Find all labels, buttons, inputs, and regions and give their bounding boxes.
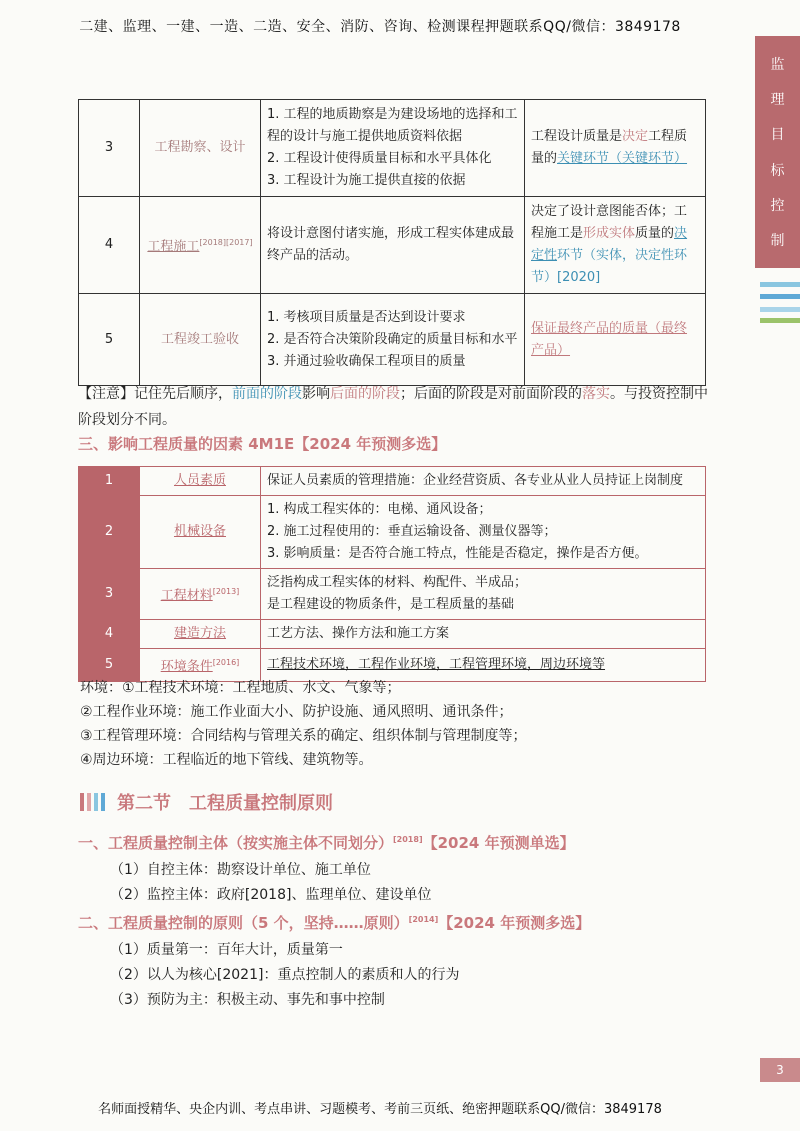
side-tab-char: 制 bbox=[770, 233, 785, 250]
stage-significance: 决定了设计意图能否体；工程施工是形成实体质量的决定性环节（实体，决定性环节）[2020] bbox=[525, 197, 706, 294]
row-number: 3 bbox=[79, 100, 140, 197]
stage-name: 工程勘察、设计 bbox=[140, 100, 261, 197]
factor-description: 1. 构成工程实体的：电梯、通风设备； 2. 施工过程使用的：垂直运输设备、测量仪器等； 3. 影响质量：是否符合施工特点，性能是否稳定，操作是否方便。 bbox=[261, 496, 706, 569]
stage-description: 1. 考核项目质量是否达到设计要求 2. 是否符合决策阶段确定的质量目标和水平 3. 并通过验收确保工程项目的质量 bbox=[261, 294, 525, 386]
list-item: ④周边环境：工程临近的地下管线、建筑物等。 bbox=[80, 752, 373, 768]
factor-description: 工程技术环境，工程作业环境，工程管理环境，周边环境等 bbox=[261, 649, 706, 682]
subject-list bbox=[110, 858, 431, 908]
list-item: （2）以人为核心[2021]：重点控制人的素质和人的行为 bbox=[110, 967, 460, 983]
row-number: 5 bbox=[79, 649, 140, 682]
factor-description: 保证人员素质的管理措施：企业经营资质、各专业从业人员持证上岗制度 bbox=[261, 467, 706, 496]
row-number: 4 bbox=[79, 197, 140, 294]
list-item: （2）监控主体：政府[2018]、监理单位、建设单位 bbox=[110, 887, 432, 903]
list-item: （1）质量第一：百年大计，质量第一 bbox=[110, 942, 343, 958]
stage-description: 将设计意图付诸实施，形成工程实体建成最终产品的活动。 bbox=[261, 197, 525, 294]
principle-list bbox=[110, 938, 459, 1013]
stage-table bbox=[78, 99, 706, 386]
factor-description: 泛指构成工程实体的材料、构配件、半成品； 是工程建设的物质条件，是工程质量的基础 bbox=[261, 569, 706, 620]
factor-name: 工程材料[2013] bbox=[140, 569, 261, 620]
list-item: ②工程作业环境：施工作业面大小、防护设施、通风照明、通讯条件； bbox=[80, 704, 513, 720]
factor-name: 环境条件[2016] bbox=[140, 649, 261, 682]
list-item: （1）自控主体：勘察设计单位、施工单位 bbox=[110, 862, 371, 878]
table-row bbox=[79, 496, 706, 569]
page-header: 二建、监理、一建、一造、二造、安全、消防、咨询、检测课程押题联系QQ/微信：3849178 bbox=[79, 19, 681, 35]
factor-name: 建造方法 bbox=[140, 620, 261, 649]
stage-name: 工程竣工验收 bbox=[140, 294, 261, 386]
factor-name: 机械设备 bbox=[140, 496, 261, 569]
row-number: 5 bbox=[79, 294, 140, 386]
row-number: 1 bbox=[79, 467, 140, 496]
row-number: 3 bbox=[79, 569, 140, 620]
side-stripe bbox=[760, 307, 800, 312]
side-stripe bbox=[760, 318, 800, 323]
table-row bbox=[79, 197, 706, 294]
note-paragraph: 【注意】记住先后顺序，前面的阶段影响后面的阶段；后面的阶段是对前面阶段的落实。与投资控制中阶段划分不同。 bbox=[78, 386, 708, 428]
side-tab-char: 标 bbox=[770, 162, 785, 179]
row-number: 4 bbox=[79, 620, 140, 649]
side-tab-char: 控 bbox=[770, 197, 785, 214]
section-bars-icon bbox=[80, 793, 105, 811]
table-row bbox=[79, 294, 706, 386]
side-tab-char: 监 bbox=[770, 56, 785, 73]
section-heading: 三、影响工程质量的因素 4M1E【2024 年预测多选】 bbox=[78, 435, 447, 453]
list-item: 环境：①工程技术环境：工程地质、水文、气象等； bbox=[80, 680, 401, 696]
environment-list bbox=[80, 676, 527, 772]
page-number: 3 bbox=[760, 1058, 800, 1082]
page-footer: 名师面授精华、央企内训、考点串讲、习题模考、考前三页纸、绝密押题联系QQ/微信：3849178 bbox=[98, 1102, 662, 1117]
side-stripe bbox=[760, 294, 800, 299]
stage-description: 1. 工程的地质勘察是为建设场地的选择和工程的设计与施工提供地质资料依据 2. 工程设计使得质量目标和水平具体化 3. 工程设计为施工提供直接的依据 bbox=[261, 100, 525, 197]
stage-significance: 工程设计质量是决定工程质量的关键环节（关键环节） bbox=[525, 100, 706, 197]
table-row bbox=[79, 569, 706, 620]
factor-name: 人员素质 bbox=[140, 467, 261, 496]
subsection-heading: 二、工程质量控制的原则（5 个，坚持……原则）[2014]【2024 年预测多选】 bbox=[78, 914, 591, 932]
side-chapter-tab[interactable] bbox=[755, 36, 800, 268]
stage-significance: 保证最终产品的质量（最终产品） bbox=[525, 294, 706, 386]
table-row bbox=[79, 100, 706, 197]
list-item: （3）预防为主：积极主动、事先和事中控制 bbox=[110, 992, 385, 1008]
section-title: 第二节 工程质量控制原则 bbox=[80, 789, 333, 815]
list-item: ③工程管理环境：合同结构与管理关系的确定、组织体制与管理制度等； bbox=[80, 728, 527, 744]
side-tab-char: 目 bbox=[770, 127, 785, 144]
side-stripe bbox=[760, 282, 800, 287]
table-row bbox=[79, 467, 706, 496]
table-row bbox=[79, 620, 706, 649]
factor-description: 工艺方法、操作方法和施工方案 bbox=[261, 620, 706, 649]
stage-name: 工程施工[2018][2017] bbox=[140, 197, 261, 294]
side-tab-char: 理 bbox=[770, 91, 785, 108]
factor-table bbox=[78, 466, 706, 682]
row-number: 2 bbox=[79, 496, 140, 569]
subsection-heading: 一、工程质量控制主体（按实施主体不同划分）[2018]【2024 年预测单选】 bbox=[78, 834, 575, 852]
